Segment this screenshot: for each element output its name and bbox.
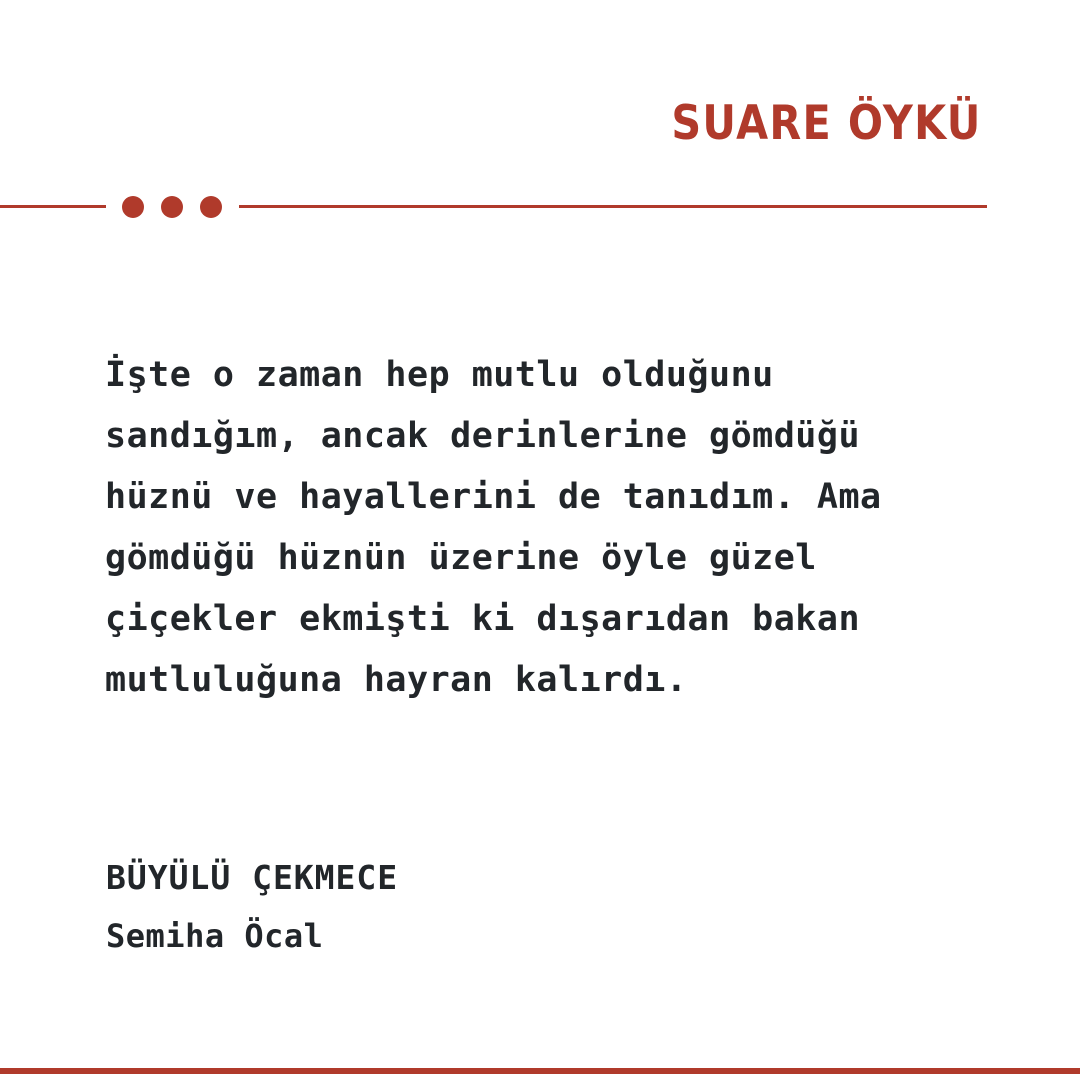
brand-header bbox=[0, 96, 1080, 170]
divider-line-right bbox=[239, 205, 987, 208]
dot-icon bbox=[122, 196, 144, 218]
decorative-divider bbox=[0, 196, 1080, 218]
author-name: Semiha Öcal bbox=[106, 917, 324, 955]
brand-title: SUARE ÖYKÜ bbox=[671, 96, 982, 151]
footer-line bbox=[0, 1068, 1080, 1074]
divider-dots bbox=[122, 196, 222, 218]
attribution bbox=[106, 855, 398, 959]
divider-line-left bbox=[0, 205, 106, 208]
quote-text: İşte o zaman hep mutlu olduğunu sandığım, ancak derinlerine gömdüğü hüznü ve hayallerini de tanıdım. Ama gömdüğü hüznün üzerine öyle güzel çiçekler ekmişti ki dışarıdan bakan mutluluğuna hayran kalırdı. bbox=[105, 355, 904, 700]
book-title: BÜYÜLÜ ÇEKMECE bbox=[106, 858, 399, 897]
dot-icon bbox=[161, 196, 183, 218]
dot-icon bbox=[200, 196, 222, 218]
